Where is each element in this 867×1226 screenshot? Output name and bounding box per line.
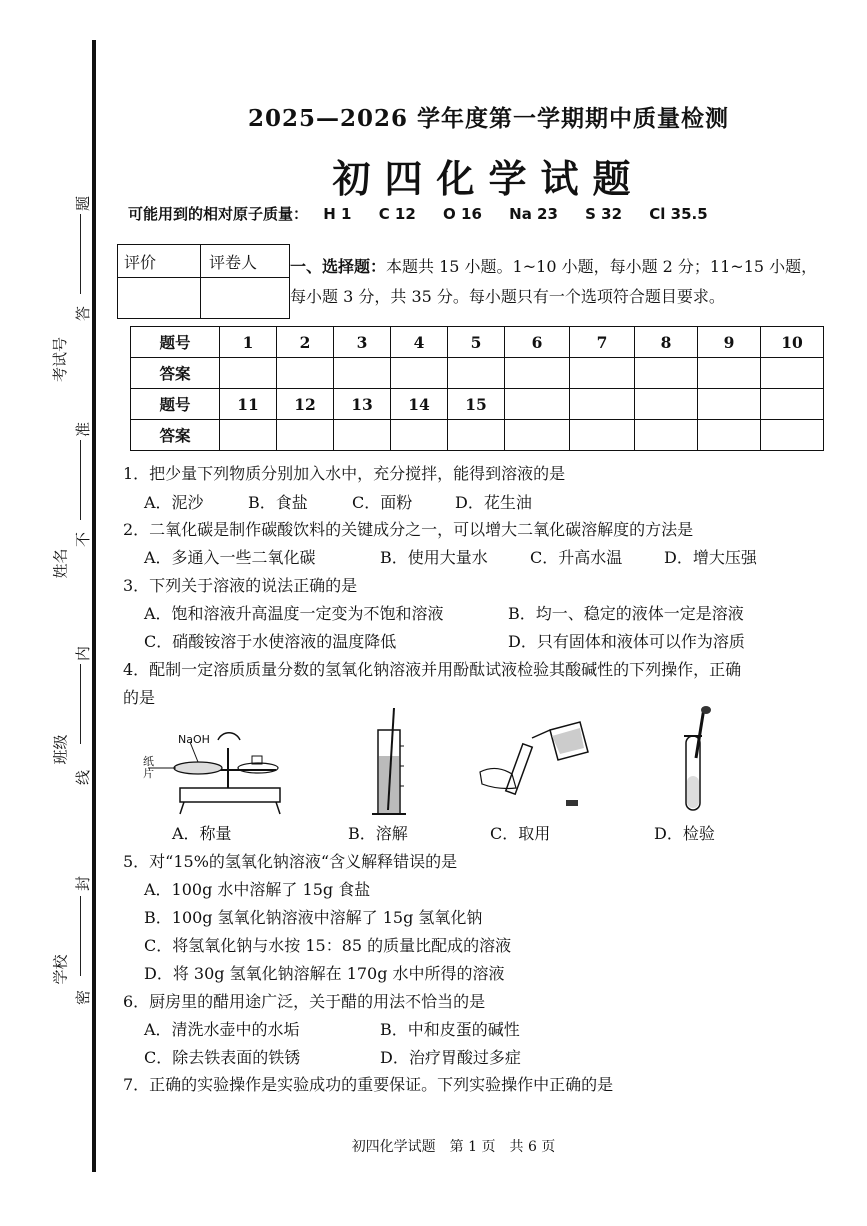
fill-line-exam-no xyxy=(80,214,81,294)
answer-table-row-q2 xyxy=(131,389,824,420)
qnum-cell: 14 xyxy=(391,389,448,420)
answer-cell xyxy=(698,420,761,451)
answer-table xyxy=(130,326,824,451)
qnum-cell xyxy=(570,389,635,420)
seal-char-feng: 封 xyxy=(74,875,93,892)
question-1-stem: 1．把少量下列物质分别加入水中，充分搅拌，能得到溶液的是 xyxy=(123,464,566,483)
class-label: 班级 xyxy=(51,734,70,765)
answer-cell[interactable] xyxy=(761,358,824,389)
fig-a-paper-label: 纸 片 xyxy=(143,755,154,780)
answer-cell[interactable] xyxy=(570,358,635,389)
fill-line-class xyxy=(80,664,81,744)
fig-d-testtube-dropper xyxy=(676,706,726,818)
q1-option-b[interactable]: B．食盐 xyxy=(248,493,308,512)
answer-cell[interactable] xyxy=(334,358,391,389)
grading-box-grader-cell[interactable] xyxy=(201,278,290,319)
q3-option-d[interactable]: D．只有固体和液体可以作为溶质 xyxy=(508,632,745,651)
answer-cell xyxy=(635,420,698,451)
section-1-instructions xyxy=(290,252,835,312)
question-3-stem: 3．下列关于溶液的说法正确的是 xyxy=(123,576,358,595)
exam-title: 2025—2026 学年度第一学期期中质量检测 xyxy=(247,105,730,132)
section-1-line1: 本题共 15 小题。1~10 小题，每小题 2 分；11~15 小题， xyxy=(386,257,818,276)
school-label: 学校 xyxy=(51,954,70,985)
qnum-cell: 9 xyxy=(698,327,761,358)
qnum-cell: 3 xyxy=(334,327,391,358)
question-7-stem: 7．正确的实验操作是实验成功的重要保证。下列实验操作中正确的是 xyxy=(123,1075,614,1094)
answer-table-row-q1 xyxy=(131,327,824,358)
answer-cell xyxy=(761,420,824,451)
grading-box-grader-header: 评卷人 xyxy=(201,245,290,278)
q1-option-d[interactable]: D．花生油 xyxy=(455,493,532,512)
q5-option-a[interactable]: A．100g 水中溶解了 15g 食盐 xyxy=(144,880,371,899)
fig-a-naoh-label: NaOH xyxy=(178,733,210,746)
qnum-cell: 6 xyxy=(505,327,570,358)
qnum-cell: 4 xyxy=(391,327,448,358)
atom-o: O 16 xyxy=(443,205,482,223)
atomic-masses-label: 可能用到的相对原子质量： xyxy=(128,205,309,223)
seal-char-mi: 密 xyxy=(74,989,93,1006)
seal-char-nei: 内 xyxy=(74,645,93,662)
qnum-cell: 13 xyxy=(334,389,391,420)
atom-na: Na 23 xyxy=(509,205,558,223)
q2-option-a[interactable]: A．多通入一些二氧化碳 xyxy=(144,548,316,567)
q4-option-d[interactable]: D．检验 xyxy=(654,824,715,843)
qnum-cell: 15 xyxy=(448,389,505,420)
atom-c: C 12 xyxy=(378,205,416,223)
qnum-cell: 8 xyxy=(635,327,698,358)
q4-option-c[interactable]: C．取用 xyxy=(490,824,551,843)
q2-option-c[interactable]: C．升高水温 xyxy=(530,548,623,567)
binding-line xyxy=(92,40,96,1172)
fill-line-school xyxy=(80,896,81,976)
question-4-stem-cont: 的是 xyxy=(123,688,156,707)
qnum-cell: 5 xyxy=(448,327,505,358)
q4-option-b[interactable]: B．溶解 xyxy=(348,824,408,843)
qnum-cell xyxy=(698,389,761,420)
q5-option-c[interactable]: C．将氢氧化钠与水按 15：85 的质量比配成的溶液 xyxy=(144,936,512,955)
seal-char-xian: 线 xyxy=(74,769,93,786)
answer-table-row-a2 xyxy=(131,420,824,451)
seal-char-da: 答 xyxy=(74,305,93,322)
qnum-cell: 12 xyxy=(277,389,334,420)
answer-cell[interactable] xyxy=(448,420,505,451)
atomic-masses xyxy=(128,203,730,224)
q2-option-d[interactable]: D．增大压强 xyxy=(664,548,757,567)
qnum-cell: 1 xyxy=(220,327,277,358)
answer-cell[interactable] xyxy=(220,420,277,451)
answer-cell[interactable] xyxy=(220,358,277,389)
qnum-cell: 7 xyxy=(570,327,635,358)
qnum-cell: 11 xyxy=(220,389,277,420)
seal-char-zhun: 准 xyxy=(74,421,93,438)
q2-option-b[interactable]: B．使用大量水 xyxy=(380,548,488,567)
q3-option-a[interactable]: A．饱和溶液升高温度一定变为不饱和溶液 xyxy=(144,604,444,623)
question-6-stem: 6．厨房里的醋用途广泛，关于醋的用法不恰当的是 xyxy=(123,992,486,1011)
q6-option-b[interactable]: B．中和皮蛋的碱性 xyxy=(380,1020,520,1039)
question-2-stem: 2．二氧化碳是制作碳酸饮料的关键成分之一，可以增大二氧化碳溶解度的方法是 xyxy=(123,520,694,539)
atom-h: H 1 xyxy=(323,205,352,223)
section-1-line2: 每小题 3 分，共 35 分。每小题只有一个选项符合题目要求。 xyxy=(290,287,725,306)
answer-cell[interactable] xyxy=(698,358,761,389)
question-4-stem: 4．配制一定溶质质量分数的氢氧化钠溶液并用酚酞试液检验其酸碱性的下列操作，正确 xyxy=(123,660,742,679)
q6-option-a[interactable]: A．清洗水壶中的水垢 xyxy=(144,1020,300,1039)
answer-cell xyxy=(570,420,635,451)
q6-option-c[interactable]: C．除去铁表面的铁锈 xyxy=(144,1048,301,1067)
answer-table-row-a1 xyxy=(131,358,824,389)
section-1-title: 一、选择题： xyxy=(290,257,387,276)
answer-cell[interactable] xyxy=(505,358,570,389)
exam-number-label: 考试号 xyxy=(51,336,70,383)
fig-b-cylinder-dissolving xyxy=(370,706,410,818)
q1-option-a[interactable]: A．泥沙 xyxy=(144,493,204,512)
q6-option-d[interactable]: D．治疗胃酸过多症 xyxy=(380,1048,521,1067)
grading-box xyxy=(117,244,290,319)
q5-option-d[interactable]: D．将 30g 氢氧化钠溶解在 170g 水中所得的溶液 xyxy=(144,964,505,983)
grading-box-score-cell[interactable] xyxy=(118,278,201,319)
q3-option-b[interactable]: B．均一、稳定的液体一定是溶液 xyxy=(508,604,744,623)
answer-cell[interactable] xyxy=(635,358,698,389)
q3-option-c[interactable]: C．硝酸铵溶于水使溶液的温度降低 xyxy=(144,632,397,651)
answer-cell[interactable] xyxy=(277,420,334,451)
fig-a-balance-weighing xyxy=(140,728,290,818)
answer-cell[interactable] xyxy=(334,420,391,451)
q4-option-a[interactable]: A．称量 xyxy=(172,824,232,843)
question-5-stem: 5．对“15%的氢氧化钠溶液“含义解释错误的是 xyxy=(123,852,458,871)
q5-option-b[interactable]: B．100g 氢氧化钠溶液中溶解了 15g 氢氧化钠 xyxy=(144,908,483,927)
atom-s: S 32 xyxy=(585,205,623,223)
name-label: 姓名 xyxy=(51,548,70,579)
answer-header: 答案 xyxy=(131,358,220,389)
question-number-header: 题号 xyxy=(131,327,220,358)
answer-cell[interactable] xyxy=(448,358,505,389)
page-footer: 初四化学试题 第 1 页 共 6 页 xyxy=(351,1139,556,1155)
seal-char-ti: 题 xyxy=(74,195,93,212)
qnum-cell: 2 xyxy=(277,327,334,358)
answer-cell[interactable] xyxy=(391,420,448,451)
seal-char-bu: 不 xyxy=(74,531,93,548)
atom-cl: Cl 35.5 xyxy=(649,205,708,223)
grading-box-score-header: 评价 xyxy=(118,245,201,278)
fig-c-pouring-liquid xyxy=(476,712,596,818)
qnum-cell xyxy=(505,389,570,420)
qnum-cell xyxy=(761,389,824,420)
qnum-cell: 10 xyxy=(761,327,824,358)
q1-option-c[interactable]: C．面粉 xyxy=(352,493,413,512)
answer-cell[interactable] xyxy=(277,358,334,389)
answer-cell xyxy=(505,420,570,451)
subject-title: 初四化学试题 xyxy=(332,156,645,201)
answer-header: 答案 xyxy=(131,420,220,451)
qnum-cell xyxy=(635,389,698,420)
answer-cell[interactable] xyxy=(391,358,448,389)
fill-line-name xyxy=(80,440,81,520)
question-number-header: 题号 xyxy=(131,389,220,420)
